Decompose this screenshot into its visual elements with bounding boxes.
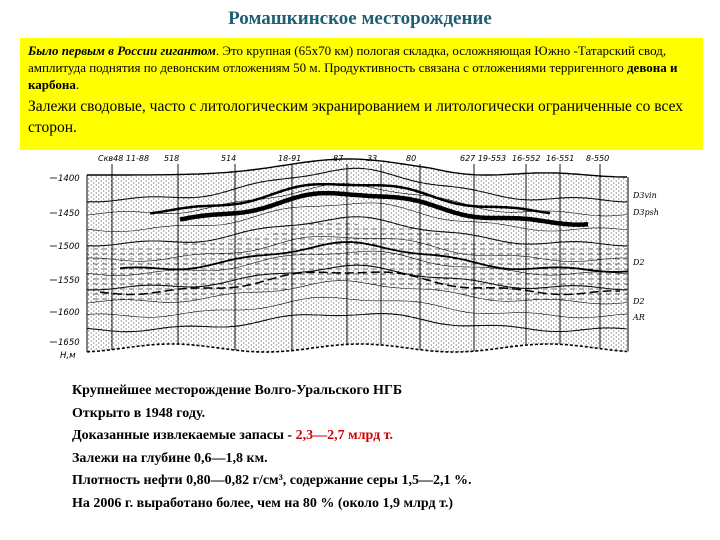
depth-label: 1550 [58, 276, 80, 286]
formation-label: D2 [633, 297, 645, 306]
depth-label: 1500 [58, 242, 80, 252]
intro-box [20, 38, 703, 150]
deposits-paragraph: Залежи сводовые, часто с литологическим экранированием и литологически ограниченные со всех сторон. [28, 98, 684, 136]
fact-basin: Крупнейшее месторождение Волго-Уральского НГБ [72, 383, 403, 398]
cross-section-figure [30, 152, 680, 374]
well-label: 16-552 [512, 154, 541, 163]
depth-unit: Н,м [60, 351, 76, 361]
intro-tail: девона и карбона [28, 60, 678, 92]
fact-depth: Залежи на глубине 0,6—1,8 км. [72, 450, 268, 466]
facts-block [72, 380, 692, 515]
geological-cross-section [30, 152, 680, 374]
well-label: 80 [406, 154, 417, 163]
depth-label: 1650 [58, 338, 80, 348]
fact-reserves-prefix: Доказанные извлекаемые запасы - [72, 428, 296, 443]
intro-lead: Было первым в России гигантом [28, 43, 216, 58]
fact-depleted: На 2006 г. выработано более, чем на 80 % (около 1,9 млрд т.) [72, 495, 454, 511]
fact-density: Плотность нефти 0,80—0,82 г/см³, содержание серы 1,5—2,1 %. [72, 473, 472, 488]
fact-discovered: Открыто в 1948 году. [72, 405, 206, 421]
well-label: 33 [367, 154, 378, 163]
well-label: 87 [333, 154, 344, 163]
depth-label: 1600 [58, 308, 80, 318]
intro-end: . [75, 77, 80, 92]
formation-label: D3vin [633, 191, 657, 200]
formation-label: D2 [633, 258, 645, 267]
well-label: 627 19-553 [460, 154, 507, 163]
well-label: 18-91 [278, 154, 302, 163]
depth-label: 1400 [58, 174, 80, 184]
well-label: 16-551 [546, 154, 575, 163]
formation-label: D3psh [633, 208, 659, 217]
depth-label: 1450 [58, 209, 80, 219]
well-label: 8-550 [586, 154, 610, 163]
fact-reserves [72, 425, 692, 448]
well-label: Скв48 11-88 [98, 154, 150, 163]
fact-reserves-value: 2,3—2,7 млрд т. [295, 428, 393, 443]
well-label: 518 [164, 154, 180, 163]
well-label: 514 [221, 154, 237, 163]
intro-text: . Это крупная (65х70 км) пологая складка, осложняющая Южно -Татарский свод, амплитуда поднятия по девонским отложениям 50 м. Продуктивность связана с отложениями терригенного [28, 43, 667, 75]
intro-paragraph [28, 42, 695, 93]
formation-label: AR [633, 313, 645, 322]
page-title: Ромашкинское месторождение [228, 8, 492, 29]
